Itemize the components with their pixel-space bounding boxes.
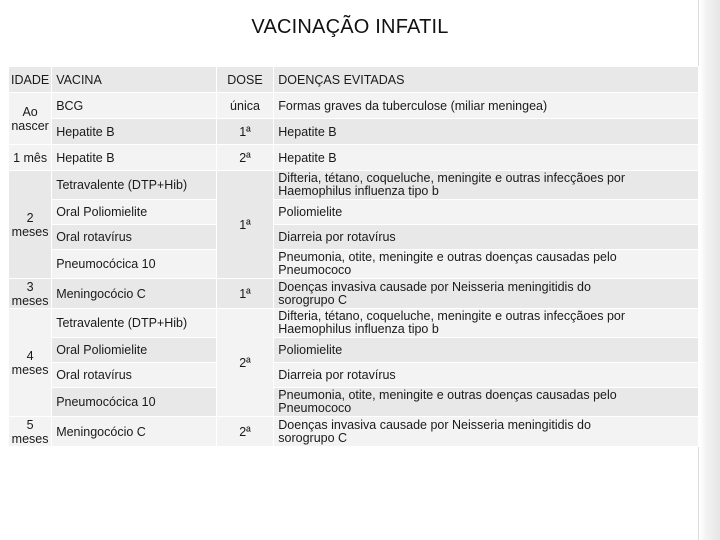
dose-cell: 2ª	[216, 309, 274, 417]
vaccine-cell: Hepatite B	[52, 145, 217, 171]
slide-frame-shadow	[700, 0, 720, 540]
age-cell	[9, 417, 52, 447]
age-cell	[9, 309, 52, 417]
vaccine-cell: Pneumocócica 10	[52, 250, 217, 279]
header-idade: IDADE	[9, 67, 52, 93]
age-cell	[9, 279, 52, 309]
disease-text-line: Haemophilus influenza tipo b	[278, 322, 439, 336]
table-row	[9, 145, 699, 171]
table-row	[9, 309, 699, 338]
dose-cell: 1ª	[216, 119, 274, 145]
table-row	[9, 279, 699, 309]
age-label: meses	[11, 293, 49, 308]
table-row	[9, 338, 699, 363]
age-cell: 1 mês	[9, 145, 52, 171]
table-header-row	[9, 67, 699, 93]
disease-text-line: sorogrupo C	[278, 430, 348, 445]
disease-cell: Hepatite B	[274, 145, 699, 171]
vaccine-cell: Oral Poliomielite	[52, 200, 217, 225]
disease-text-line: sorogrupo C	[278, 292, 348, 307]
vaccine-cell: BCG	[52, 93, 217, 119]
dose-cell: única	[216, 93, 274, 119]
age-label: nascer	[11, 118, 49, 133]
table-row	[9, 388, 699, 417]
age-label: 2	[26, 210, 34, 225]
header-doencas: DOENÇAS EVITADAS	[274, 67, 699, 93]
disease-cell	[274, 171, 699, 200]
vaccine-cell: Tetravalente (DTP+Hib)	[52, 171, 217, 200]
age-cell	[9, 171, 52, 279]
age-label: meses	[11, 362, 49, 377]
disease-text-line: Pneumococo	[278, 401, 352, 415]
disease-cell	[274, 388, 699, 417]
vaccine-cell: Hepatite B	[52, 119, 217, 145]
dose-cell: 1ª	[216, 171, 274, 279]
table-row	[9, 417, 699, 447]
disease-cell	[274, 279, 699, 309]
disease-text-line: Difteria, tétano, coqueluche, meningite e outras infecçãoes por	[278, 171, 626, 185]
disease-cell	[274, 250, 699, 279]
dose-cell: 1ª	[216, 279, 274, 309]
header-dose: DOSE	[216, 67, 274, 93]
disease-text-line: Pneumonia, otite, meningite e outras doenças causadas pelo	[278, 388, 617, 402]
table-row	[9, 200, 699, 225]
vaccine-cell: Oral Poliomielite	[52, 338, 217, 363]
header-vacina: VACINA	[52, 67, 217, 93]
disease-text-line: Pneumococo	[278, 263, 352, 277]
page-title: VACINAÇÃO INFATIL	[251, 16, 449, 38]
vaccine-cell: Pneumocócica 10	[52, 388, 217, 417]
table-row	[9, 119, 699, 145]
dose-cell: 2ª	[216, 417, 274, 447]
vaccine-cell: Meningocócio C	[52, 417, 217, 447]
disease-cell: Hepatite B	[274, 119, 699, 145]
disease-cell: Diarreia por rotavírus	[274, 363, 699, 388]
vaccination-table	[8, 66, 699, 447]
vaccine-cell: Meningocócio C	[52, 279, 217, 309]
table-row	[9, 225, 699, 250]
disease-text-line: Haemophilus influenza tipo b	[278, 184, 439, 198]
disease-text-line: Pneumonia, otite, meningite e outras doenças causadas pelo	[278, 250, 617, 264]
age-label: Ao	[22, 104, 38, 119]
table-row	[9, 171, 699, 200]
table-row	[9, 363, 699, 388]
age-label: 5	[26, 417, 34, 432]
disease-cell: Poliomielite	[274, 338, 699, 363]
vaccine-cell: Oral rotavírus	[52, 363, 217, 388]
disease-cell: Formas graves da tuberculose (miliar meningea)	[274, 93, 699, 119]
disease-text-line: Difteria, tétano, coqueluche, meningite e outras infecçãoes por	[278, 309, 626, 323]
age-label: 3	[26, 279, 34, 294]
disease-cell: Poliomielite	[274, 200, 699, 225]
dose-cell: 2ª	[216, 145, 274, 171]
age-cell	[9, 93, 52, 145]
vaccine-cell: Tetravalente (DTP+Hib)	[52, 309, 217, 338]
table-row	[9, 93, 699, 119]
disease-text-line: Doenças invasiva causade por Neisseria meningitidis do	[278, 279, 591, 294]
vaccine-cell: Oral rotavírus	[52, 225, 217, 250]
disease-cell	[274, 417, 699, 447]
disease-cell	[274, 309, 699, 338]
disease-cell: Diarreia por rotavírus	[274, 225, 699, 250]
disease-text-line: Doenças invasiva causade por Neisseria meningitidis do	[278, 417, 591, 432]
table-row	[9, 250, 699, 279]
age-label: 4	[26, 348, 34, 363]
age-label: meses	[11, 431, 49, 446]
age-label: meses	[11, 224, 49, 239]
